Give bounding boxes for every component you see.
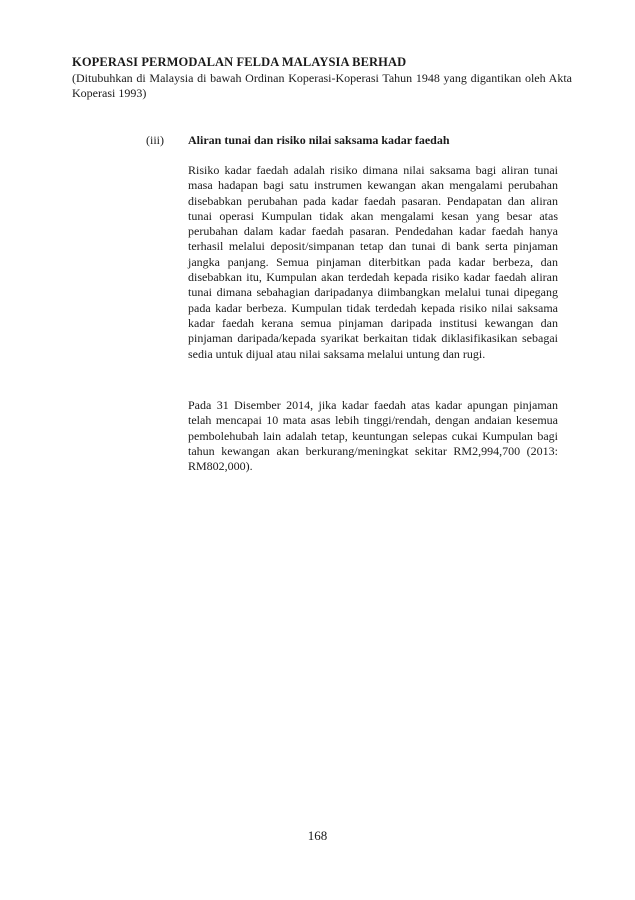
- section-heading: Aliran tunai dan risiko nilai saksama kadar faedah: [188, 133, 450, 147]
- paragraph-sensitivity: Pada 31 Disember 2014, jika kadar faedah atas kadar apungan pinjaman telah mencapai 10 mata asas lebih tinggi/rendah, dengan andaian kesemua pembolehubah lain adalah tetap, keuntungan selepas cukai Kumpulan bagi tahun kewangan akan berkurang/meningkat sekitar RM2,994,700 (2013: RM802,000).: [188, 398, 558, 474]
- organization-subtitle: (Ditubuhkan di Malaysia di bawah Ordinan Koperasi-Koperasi Tahun 1948 yang digantikan oleh Akta Koperasi 1993): [72, 71, 572, 100]
- paragraph-interest-rate-risk: Risiko kadar faedah adalah risiko dimana nilai saksama bagi aliran tunai masa hadapan bagi satu instrumen kewangan akan mengalami perubahan disebabkan perubahan pada kadar faedah pasaran. Pendapatan dan aliran tunai operasi Kumpulan tidak akan mengalami kesan yang besar atas perubahan dalam kadar faedah pasaran. Pendedahan kadar faedah hanya terhasil melalui deposit/simpanan tetap dan tunai di bank serta pinjaman jangka panjang. Semua pinjaman diterbitkan pada kadar berbeza, dan disebabkan itu, Kumpulan akan terdedah kepada risiko kadar faedah aliran tunai dimana sebahagian daripadanya diimbangkan melalui tunai dipegang pada kadar berbeza. Kumpulan tidak terdedah kepada risiko nilai saksama kadar faedah kerana semua pinjaman daripada institusi kewangan dan pinjaman daripada/kepada syarikat berkaitan tidak diklasifikasikan sebagai sedia untuk dijual atau nilai saksama melalui untung dan rugi.: [188, 163, 558, 361]
- document-header: [72, 55, 572, 101]
- organization-title: KOPERASI PERMODALAN FELDA MALAYSIA BERHAD: [72, 55, 407, 69]
- section-header: [146, 133, 576, 148]
- page-number: 168: [307, 828, 328, 843]
- section-number: (iii): [146, 133, 164, 147]
